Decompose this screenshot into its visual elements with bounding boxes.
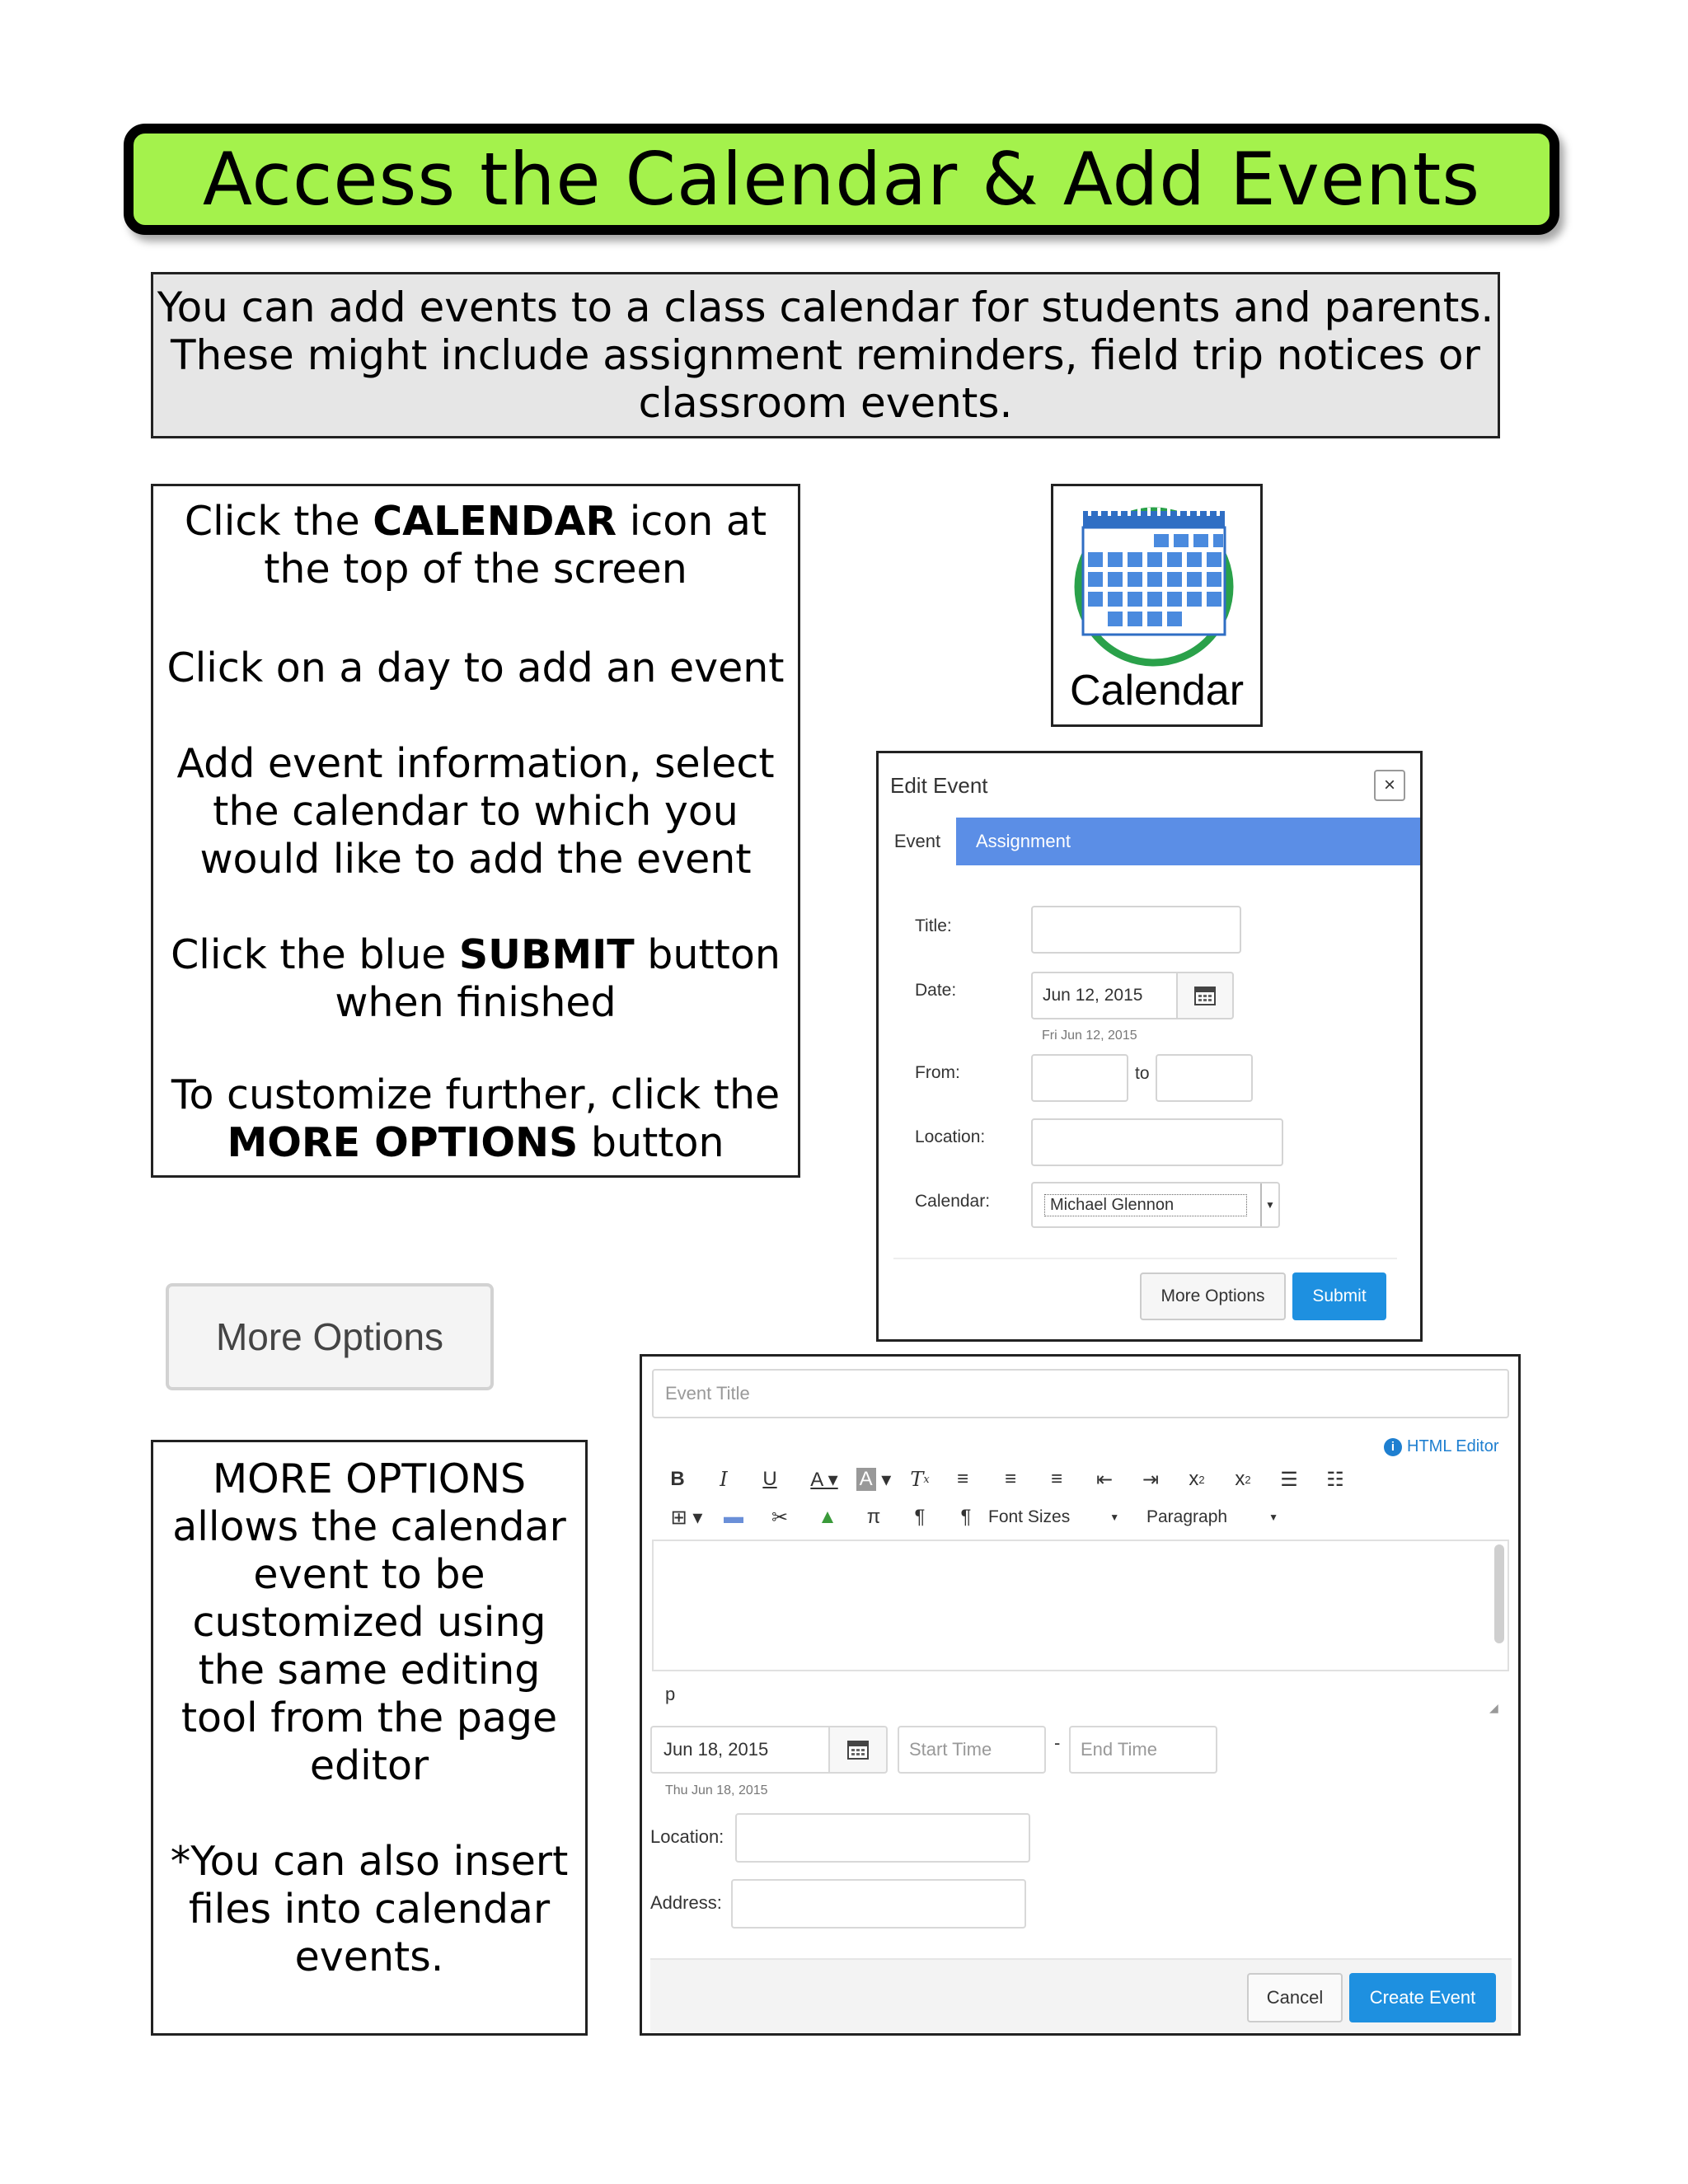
from-time-input[interactable] bbox=[1031, 1054, 1128, 1102]
step-3-line-3: would like to add the event bbox=[199, 836, 752, 883]
create-event-button[interactable]: Create Event bbox=[1349, 1973, 1496, 2022]
italic-icon[interactable]: I bbox=[720, 1468, 728, 1491]
outdent-icon[interactable]: ⇤ bbox=[1095, 1468, 1114, 1491]
table-icon[interactable]: ⊞ ▾ bbox=[670, 1506, 703, 1529]
step-1-text: Click the bbox=[184, 498, 373, 545]
dialog-tabs bbox=[879, 818, 1420, 865]
step-4-line-1 bbox=[153, 931, 798, 979]
info-line-6: tool from the page bbox=[181, 1694, 558, 1741]
event-date-picker-button[interactable] bbox=[828, 1726, 888, 1774]
bullet-list-icon[interactable]: ☰ bbox=[1280, 1468, 1298, 1491]
step-4-bold: SUBMIT bbox=[458, 931, 635, 978]
rich-text-area[interactable] bbox=[652, 1540, 1509, 1671]
calendar-small-icon bbox=[847, 1740, 869, 1760]
step-4-line-2: when finished bbox=[335, 979, 617, 1026]
event-title-placeholder: Event Title bbox=[665, 1383, 750, 1404]
step-1-bold: CALENDAR bbox=[373, 498, 617, 545]
resize-handle-icon[interactable]: ◢ bbox=[1489, 1701, 1498, 1714]
chevron-down-icon: ▼ bbox=[1268, 1511, 1278, 1523]
edit-event-dialog bbox=[876, 751, 1423, 1342]
paragraph-dropdown[interactable] bbox=[1146, 1503, 1295, 1531]
location-label: Location: bbox=[650, 1826, 724, 1847]
step-3-line-1: Add event information, select bbox=[176, 740, 775, 787]
step-4-text-end: button bbox=[634, 931, 781, 978]
note-line-2: files into calendar bbox=[188, 1886, 551, 1933]
calendar-select-value: Michael Glennon bbox=[1044, 1194, 1247, 1216]
numbered-list-icon[interactable]: ☷ bbox=[1326, 1468, 1344, 1491]
chevron-down-icon: ▼ bbox=[1260, 1183, 1278, 1226]
date-input[interactable]: Jun 12, 2015 bbox=[1031, 972, 1178, 1019]
font-color-icon[interactable]: A ▾ bbox=[810, 1468, 838, 1491]
step-5-line-1: To customize further, click the bbox=[171, 1071, 781, 1118]
event-location-input[interactable] bbox=[735, 1813, 1030, 1863]
chevron-down-icon: ▼ bbox=[1109, 1511, 1120, 1523]
info-line-5: the same editing bbox=[198, 1647, 541, 1694]
step-1-line-2: the top of the screen bbox=[264, 546, 687, 593]
unlink-icon[interactable]: ✂ bbox=[771, 1506, 789, 1529]
calendar-label: Calendar bbox=[1069, 667, 1245, 715]
tab-assignment[interactable]: Assignment bbox=[976, 831, 1071, 851]
instructions-box bbox=[151, 484, 800, 1178]
step-2: Click on a day to add an event bbox=[166, 644, 785, 691]
close-icon[interactable]: × bbox=[1374, 770, 1405, 801]
location-input[interactable] bbox=[1031, 1118, 1283, 1166]
element-path: p bbox=[665, 1684, 676, 1704]
underline-icon[interactable]: U bbox=[762, 1468, 777, 1490]
step-4-text: Click the blue bbox=[171, 931, 459, 978]
bold-icon[interactable]: B bbox=[670, 1468, 685, 1490]
step-5-text-end: button bbox=[578, 1119, 724, 1166]
pi-icon[interactable]: π bbox=[866, 1506, 881, 1528]
event-date-input[interactable]: Jun 18, 2015 bbox=[650, 1726, 830, 1774]
step-1-line-1 bbox=[153, 498, 798, 546]
date-hint: Fri Jun 12, 2015 bbox=[1042, 1029, 1137, 1043]
date-picker-button[interactable] bbox=[1176, 972, 1234, 1019]
cancel-button[interactable]: Cancel bbox=[1247, 1973, 1343, 2022]
intro-line-2: These might include assignment reminders, field trip notices or bbox=[171, 331, 1480, 379]
step-5-bold: MORE OPTIONS bbox=[227, 1119, 579, 1166]
html-editor-label: HTML Editor bbox=[1407, 1437, 1499, 1455]
note-line-3: events. bbox=[294, 1933, 444, 1980]
calendar-small-icon bbox=[1194, 986, 1216, 1005]
step-3-line-2: the calendar to which you bbox=[213, 788, 738, 835]
more-options-button[interactable]: More Options bbox=[1140, 1272, 1286, 1320]
info-line-4: customized using bbox=[192, 1599, 546, 1646]
superscript-icon[interactable]: x 2 bbox=[1189, 1468, 1205, 1490]
title-label: Title: bbox=[915, 916, 952, 935]
start-time-placeholder: Start Time bbox=[909, 1739, 992, 1760]
ltr-icon[interactable]: ¶ bbox=[914, 1506, 926, 1528]
info-icon: i bbox=[1384, 1438, 1402, 1456]
page-title: Access the Calendar & Add Events bbox=[202, 136, 1481, 222]
more-options-info-box bbox=[151, 1440, 588, 2036]
title-input[interactable] bbox=[1031, 906, 1241, 954]
location-label: Location: bbox=[915, 1127, 986, 1146]
align-right-icon[interactable]: ≡ bbox=[1050, 1468, 1062, 1490]
intro-line-1: You can add events to a class calendar for students and parents. bbox=[157, 284, 1494, 331]
event-date-hint: Thu Jun 18, 2015 bbox=[665, 1783, 768, 1797]
font-sizes-label: Font Sizes bbox=[988, 1507, 1071, 1526]
indent-icon[interactable]: ⇥ bbox=[1142, 1468, 1160, 1491]
scrollbar[interactable] bbox=[1494, 1544, 1504, 1643]
link-icon[interactable]: ▬ bbox=[724, 1506, 743, 1528]
from-label: From: bbox=[915, 1063, 960, 1082]
align-center-icon[interactable]: ≡ bbox=[1004, 1468, 1016, 1490]
rtl-icon[interactable]: ¶ bbox=[960, 1506, 972, 1528]
subscript-icon[interactable]: x 2 bbox=[1235, 1468, 1251, 1490]
calendar-icon bbox=[1053, 486, 1265, 668]
to-time-input[interactable] bbox=[1156, 1054, 1253, 1102]
intro-line-3: classroom events. bbox=[638, 379, 1013, 427]
clear-format-icon[interactable]: T x bbox=[910, 1468, 930, 1491]
calendar-select[interactable] bbox=[1031, 1182, 1280, 1228]
align-left-icon[interactable]: ≡ bbox=[956, 1468, 968, 1490]
step-1-text-end: icon at bbox=[617, 498, 767, 545]
time-separator: - bbox=[1054, 1732, 1061, 1753]
dialog-title: Edit Event bbox=[890, 773, 988, 798]
highlight-color-icon[interactable]: A ▾ bbox=[850, 1465, 898, 1493]
html-editor-link[interactable] bbox=[1384, 1437, 1499, 1456]
font-sizes-dropdown[interactable] bbox=[988, 1503, 1128, 1531]
address-label: Address: bbox=[650, 1892, 722, 1913]
end-time-placeholder: End Time bbox=[1081, 1739, 1157, 1760]
info-line-1: MORE OPTIONS bbox=[212, 1455, 527, 1502]
info-line-2: allows the calendar bbox=[172, 1503, 566, 1550]
end-time-input[interactable] bbox=[1069, 1726, 1217, 1774]
calendar-select-label: Calendar: bbox=[915, 1192, 991, 1211]
info-line-3: event to be bbox=[253, 1551, 485, 1598]
start-time-input[interactable] bbox=[898, 1726, 1046, 1774]
image-icon[interactable]: ▲ bbox=[818, 1506, 837, 1528]
paragraph-label: Paragraph bbox=[1146, 1507, 1228, 1526]
calendar-icon-card[interactable] bbox=[1051, 484, 1263, 727]
title-banner bbox=[124, 124, 1559, 235]
tab-event[interactable]: Event bbox=[879, 818, 956, 865]
submit-button[interactable]: Submit bbox=[1292, 1272, 1386, 1320]
to-label: to bbox=[1135, 1064, 1150, 1083]
info-line-7: editor bbox=[309, 1742, 429, 1789]
event-title-input[interactable] bbox=[652, 1369, 1509, 1418]
note-line-1: *You can also insert bbox=[170, 1838, 569, 1885]
event-address-input[interactable] bbox=[731, 1879, 1026, 1929]
intro-box bbox=[151, 272, 1500, 438]
event-editor-panel bbox=[640, 1354, 1521, 2036]
step-5-line-2 bbox=[153, 1119, 798, 1167]
more-options-large-button[interactable]: More Options bbox=[166, 1283, 494, 1390]
date-label: Date: bbox=[915, 981, 957, 1000]
